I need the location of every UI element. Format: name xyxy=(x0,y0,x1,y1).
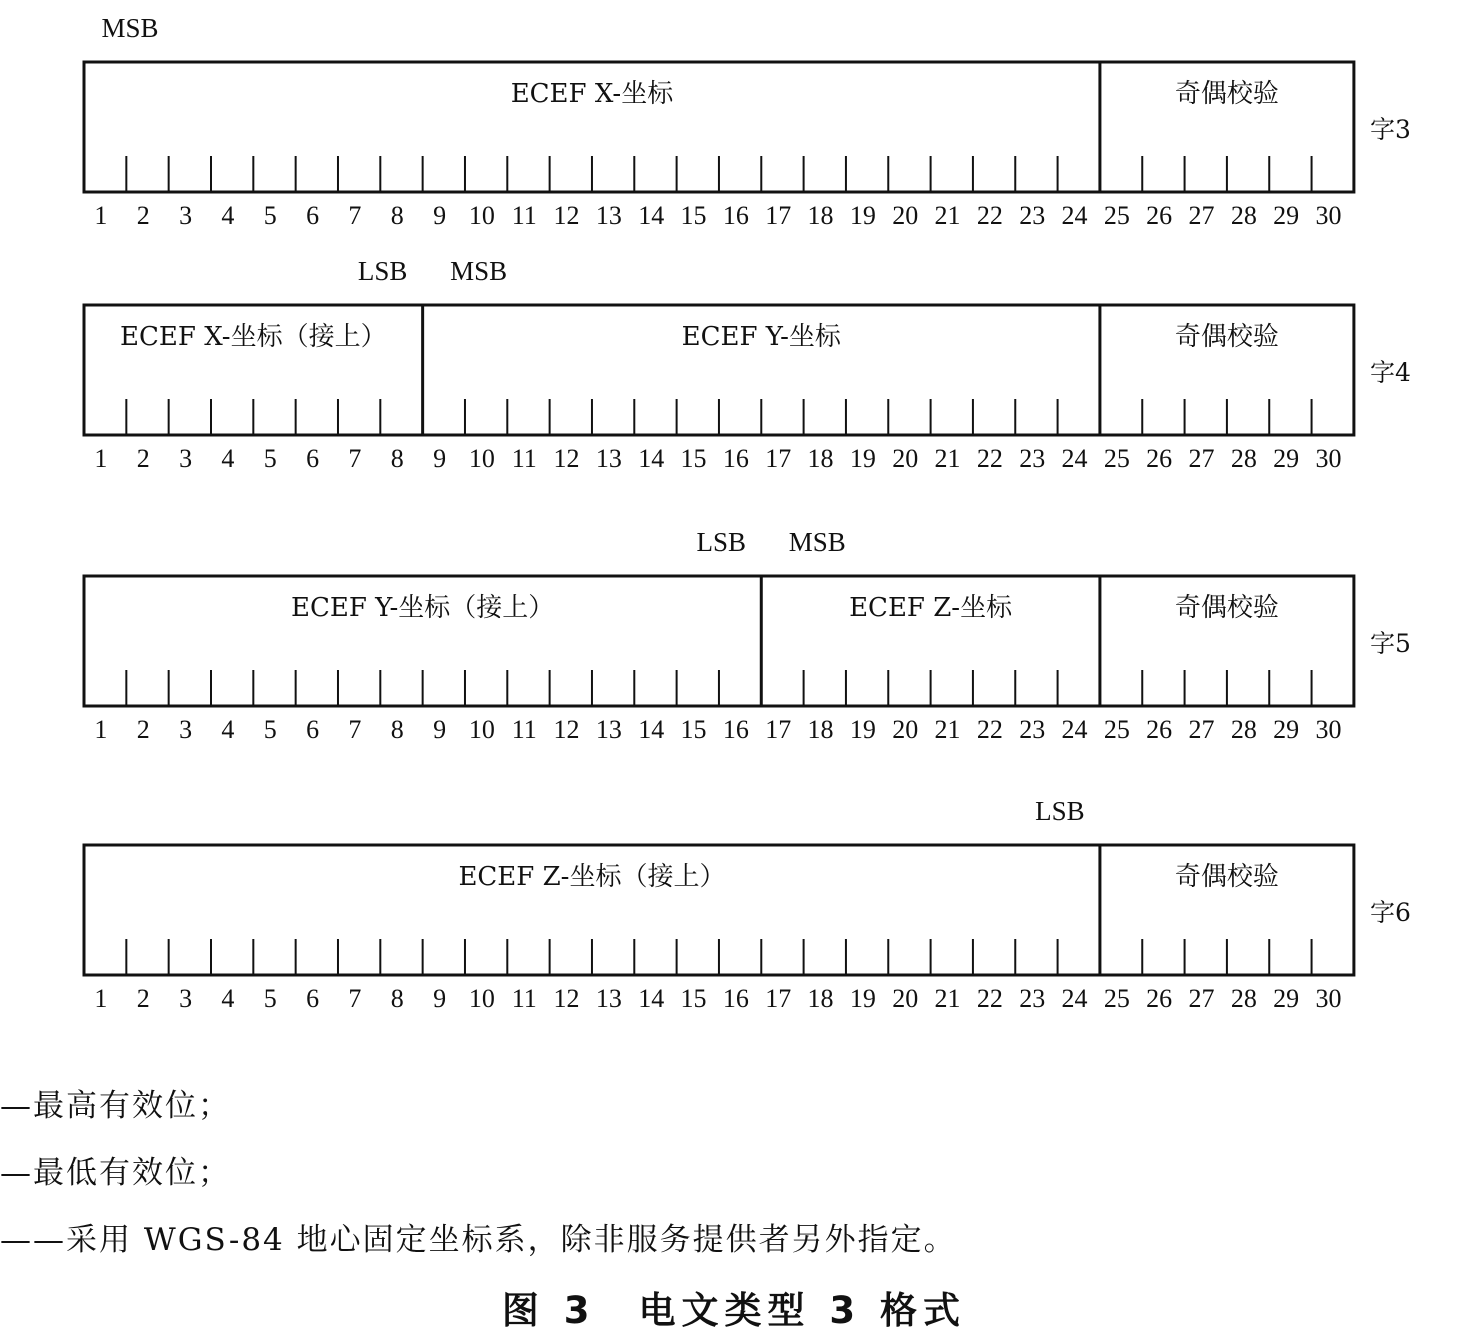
word-6-bit-number: 10 xyxy=(468,984,495,1013)
word-4-bit-number: 5 xyxy=(263,444,277,473)
word-3-bit-number: 20 xyxy=(892,201,919,230)
word-6-bit-number: 23 xyxy=(1019,984,1046,1013)
word-6-bit-number: 2 xyxy=(136,984,150,1013)
word-4-label: 字4 xyxy=(1370,358,1411,387)
word-6-bit-number: 16 xyxy=(722,984,749,1013)
word-4-field-label: ECEF X-坐标（接上） xyxy=(120,322,387,352)
word-3-bit-number: 23 xyxy=(1019,201,1046,230)
word-4-bit-number: 28 xyxy=(1230,444,1257,473)
word-6-bit-number: 3 xyxy=(179,984,193,1013)
word-5-bit-number: 27 xyxy=(1188,715,1215,744)
word-3-bit-number: 29 xyxy=(1273,201,1300,230)
word-5-bit-number: 8 xyxy=(390,715,404,744)
word-4-bit-number: 15 xyxy=(680,444,707,473)
word-4-bit-number: 17 xyxy=(765,444,792,473)
word-5-msb-marker: MSB xyxy=(788,527,846,557)
word-5-bit-number: 10 xyxy=(468,715,495,744)
word-3-bit-number: 28 xyxy=(1230,201,1257,230)
word-3-bit-number: 13 xyxy=(595,201,622,230)
word-5-bit-number: 7 xyxy=(348,715,362,744)
word-3-bit-number: 22 xyxy=(976,201,1003,230)
word-4-bit-number: 16 xyxy=(722,444,749,473)
word-4-bit-number: 14 xyxy=(638,444,665,473)
word-6-bit-number: 13 xyxy=(595,984,622,1013)
word-6-field-label: 奇偶校验 xyxy=(1174,862,1279,892)
word-6-bit-number: 22 xyxy=(976,984,1003,1013)
word-3-bit-number: 6 xyxy=(306,201,320,230)
word-6-bit-number: 11 xyxy=(511,984,537,1013)
word-3-field-label: ECEF X-坐标 xyxy=(510,79,674,109)
word-5-bit-number: 29 xyxy=(1273,715,1300,744)
word-4-bit-number: 12 xyxy=(553,444,580,473)
word-4-bit-number: 21 xyxy=(934,444,961,473)
word-5-bit-number: 14 xyxy=(638,715,665,744)
word-6-bit-number: 12 xyxy=(553,984,580,1013)
word-4-bit-number: 2 xyxy=(136,444,150,473)
word-3-bit-number: 8 xyxy=(390,201,404,230)
word-5-bit-number: 24 xyxy=(1061,715,1088,744)
word-6-bit-number: 1 xyxy=(94,984,108,1013)
word-5-bit-number: 25 xyxy=(1103,715,1130,744)
word-4-lsb-marker: LSB xyxy=(357,256,408,286)
word-6-label: 字6 xyxy=(1370,898,1411,927)
word-3-bit-number: 2 xyxy=(136,201,150,230)
word-5-bit-number: 12 xyxy=(553,715,580,744)
word-4-bit-number: 11 xyxy=(511,444,537,473)
word-3-bit-number: 16 xyxy=(722,201,749,230)
word-5-bit-number: 1 xyxy=(94,715,108,744)
word-5-bit-number: 4 xyxy=(221,715,235,744)
word-4-bit-number: 8 xyxy=(390,444,404,473)
word-5-bit-number: 16 xyxy=(722,715,749,744)
word-6-bit-number: 26 xyxy=(1146,984,1173,1013)
word-6-field-label: ECEF Z-坐标（接上） xyxy=(458,862,726,892)
word-6-bit-number: 7 xyxy=(348,984,362,1013)
word-3-bit-number: 26 xyxy=(1146,201,1173,230)
word-4-bit-number: 1 xyxy=(94,444,108,473)
word-3-bit-number: 14 xyxy=(638,201,665,230)
word-5-bit-number: 20 xyxy=(892,715,919,744)
word-3-bit-number: 9 xyxy=(433,201,447,230)
word-5-bit-number: 9 xyxy=(433,715,447,744)
word-4-field-label: 奇偶校验 xyxy=(1174,322,1279,352)
legend-lsb: —最低有效位； xyxy=(0,1155,231,1191)
word-5-bit-number: 2 xyxy=(136,715,150,744)
word-4-msb-marker: MSB xyxy=(450,256,508,286)
word-6-bit-number: 28 xyxy=(1230,984,1257,1013)
word-6-bit-number: 15 xyxy=(680,984,707,1013)
word-4-bit-number: 29 xyxy=(1273,444,1300,473)
word-6-lsb-marker: LSB xyxy=(1035,796,1085,826)
word-6-bit-number: 4 xyxy=(221,984,235,1013)
word-3-bit-number: 27 xyxy=(1188,201,1215,230)
word-4-bit-number: 9 xyxy=(433,444,447,473)
word-3-bit-number: 11 xyxy=(511,201,537,230)
word-4-bit-number: 30 xyxy=(1315,444,1342,473)
word-5-bit-number: 3 xyxy=(179,715,193,744)
word-6-bit-number: 24 xyxy=(1061,984,1088,1013)
word-3-msb-marker: MSB xyxy=(101,13,159,43)
word-6-bit-number: 6 xyxy=(306,984,320,1013)
word-4-bit-number: 6 xyxy=(306,444,320,473)
word-4-bit-number: 18 xyxy=(807,444,834,473)
word-6-bit-number: 8 xyxy=(390,984,404,1013)
word-4-bit-number: 24 xyxy=(1061,444,1088,473)
word-6-bit-number: 29 xyxy=(1273,984,1300,1013)
word-4-bit-number: 4 xyxy=(221,444,235,473)
word-6-bit-number: 30 xyxy=(1315,984,1342,1013)
word-4-bit-number: 25 xyxy=(1103,444,1130,473)
word-5-bit-number: 18 xyxy=(807,715,834,744)
word-5-bit-number: 11 xyxy=(511,715,537,744)
word-4-bit-number: 23 xyxy=(1019,444,1046,473)
word-4-field-label: ECEF Y-坐标 xyxy=(681,322,841,352)
word-5-bit-number: 19 xyxy=(849,715,876,744)
word-3-bit-number: 18 xyxy=(807,201,834,230)
word-5-lsb-marker: LSB xyxy=(696,527,747,557)
word-6-bit-number: 25 xyxy=(1103,984,1130,1013)
word-5-bit-number: 23 xyxy=(1019,715,1046,744)
figure-caption: 图 3 电文类型 3 格式 xyxy=(501,1289,967,1332)
word-6-bit-number: 27 xyxy=(1188,984,1215,1013)
word-3-bit-number: 30 xyxy=(1315,201,1342,230)
word-6-bit-number: 9 xyxy=(433,984,447,1013)
word-5-label: 字5 xyxy=(1370,629,1411,658)
word-3-bit-number: 12 xyxy=(553,201,580,230)
legend-msb: —最高有效位； xyxy=(0,1088,231,1124)
word-3-bit-number: 10 xyxy=(468,201,495,230)
word-4-bit-number: 3 xyxy=(179,444,193,473)
word-4-bit-number: 7 xyxy=(348,444,362,473)
word-5-field-label: ECEF Y-坐标（接上） xyxy=(291,593,555,623)
word-3-bit-number: 17 xyxy=(765,201,792,230)
word-3-bit-number: 25 xyxy=(1103,201,1130,230)
word-4-bit-number: 27 xyxy=(1188,444,1215,473)
word-3-bit-number: 15 xyxy=(680,201,707,230)
word-5-bit-number: 5 xyxy=(263,715,277,744)
word-3-bit-number: 1 xyxy=(94,201,108,230)
word-3-bit-number: 5 xyxy=(263,201,277,230)
word-5-bit-number: 22 xyxy=(976,715,1003,744)
word-4-bit-number: 22 xyxy=(976,444,1003,473)
word-4-bit-number: 20 xyxy=(892,444,919,473)
word-4-bit-number: 26 xyxy=(1146,444,1173,473)
legend-coordinate-system: ——采用 WGS-84 地心固定坐标系，除非服务提供者另外指定。 xyxy=(0,1222,957,1258)
word-5-field-label: ECEF Z-坐标 xyxy=(849,593,1013,623)
word-3-bit-number: 4 xyxy=(221,201,235,230)
word-6-bit-number: 17 xyxy=(765,984,792,1013)
word-6-bit-number: 21 xyxy=(934,984,961,1013)
word-5-bit-number: 21 xyxy=(934,715,961,744)
word-4-bit-number: 19 xyxy=(849,444,876,473)
word-6-bit-number: 5 xyxy=(263,984,277,1013)
word-5-bit-number: 28 xyxy=(1230,715,1257,744)
word-3-bit-number: 21 xyxy=(934,201,961,230)
word-3-bit-number: 24 xyxy=(1061,201,1088,230)
word-3-label: 字3 xyxy=(1370,115,1411,144)
word-5-bit-number: 17 xyxy=(765,715,792,744)
word-5-bit-number: 30 xyxy=(1315,715,1342,744)
word-3-bit-number: 19 xyxy=(849,201,876,230)
word-5-bit-number: 6 xyxy=(306,715,320,744)
word-6-bit-number: 19 xyxy=(849,984,876,1013)
word-3-bit-number: 3 xyxy=(179,201,193,230)
word-4-bit-number: 13 xyxy=(595,444,622,473)
word-3-field-label: 奇偶校验 xyxy=(1174,79,1279,109)
word-4-bit-number: 10 xyxy=(468,444,495,473)
word-6-bit-number: 14 xyxy=(638,984,665,1013)
word-5-bit-number: 26 xyxy=(1146,715,1173,744)
word-5-bit-number: 13 xyxy=(595,715,622,744)
word-5-bit-number: 15 xyxy=(680,715,707,744)
word-5-field-label: 奇偶校验 xyxy=(1174,593,1279,623)
word-6-bit-number: 18 xyxy=(807,984,834,1013)
word-3-bit-number: 7 xyxy=(348,201,362,230)
word-6-bit-number: 20 xyxy=(892,984,919,1013)
